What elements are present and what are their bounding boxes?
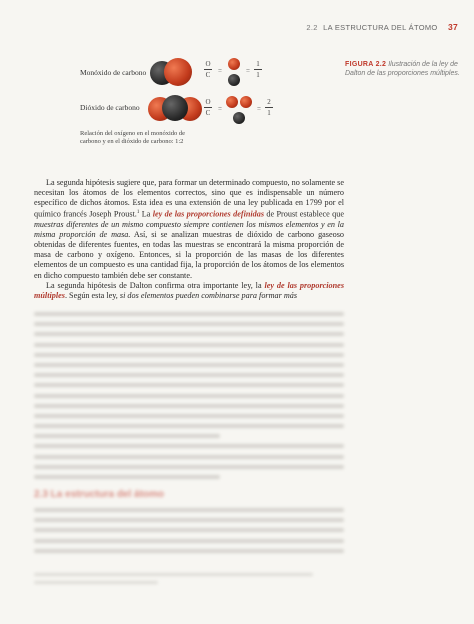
oxygen-atom	[228, 58, 240, 70]
header-section-number: 2.2	[306, 23, 318, 32]
section-heading-blurred: 2.3 La estructura del átomo	[34, 489, 165, 500]
equals-sign: =	[218, 105, 222, 113]
monoxide-ratio-fraction: 1 1	[254, 60, 262, 79]
dioxide-molecule-diagram	[148, 95, 204, 125]
blurred-page-remainder	[34, 312, 344, 589]
oxygen-atom	[240, 96, 252, 108]
dioxide-ratio-atoms	[226, 96, 254, 126]
monoxide-label: Monóxido de carbono	[80, 68, 147, 77]
ratio-c-label: C	[205, 109, 211, 117]
equals-sign: =	[257, 105, 261, 113]
running-header	[306, 22, 458, 32]
ratio-o-label: O	[205, 98, 211, 106]
figure-caption-text: Ilustración de la ley de Dalton de las proporciones múltiples.	[345, 61, 460, 77]
monoxide-ratio-symbols	[204, 60, 212, 79]
dioxide-ratio-fraction: 2 1	[265, 98, 273, 117]
figure-label: FIGURA 2.2	[345, 61, 387, 68]
monoxide-molecule-diagram	[150, 56, 190, 88]
paragraph-multiple-proportions: La segunda hipótesis de Dalton confirma otra importante ley, la ley de las proporciones múltiples. Según esta ley, si dos elementos pueden combinarse para formar más	[34, 280, 345, 300]
ratio-c-label: C	[205, 71, 211, 79]
ratio-o-label: O	[205, 60, 211, 68]
body-text	[34, 178, 344, 301]
monoxide-ratio-atoms	[226, 58, 244, 86]
oxygen-relation-note: Relación del oxígeno en el monóxido de carbono y en el dióxido de carbono: 1:2	[80, 130, 186, 145]
dioxide-label: Dióxido de carbono	[80, 103, 140, 112]
header-title: LA ESTRUCTURA DEL ÁTOMO	[323, 23, 438, 32]
term-multiple-proportions: ley de las proporciones múltiples	[34, 280, 345, 300]
equals-sign: =	[246, 67, 250, 75]
oxygen-atom	[226, 96, 238, 108]
oxygen-atom	[164, 58, 192, 86]
footnote-marker: 1	[136, 210, 140, 216]
carbon-atom	[228, 74, 240, 86]
dioxide-ratio-symbols	[204, 98, 212, 117]
equals-sign: =	[218, 67, 222, 75]
figure-caption	[345, 60, 465, 78]
page-number: 37	[447, 22, 458, 32]
carbon-atom	[162, 95, 188, 121]
term-definite-proportions: ley de las proporciones definidas	[152, 210, 265, 220]
paragraph-definite-proportions: La segunda hipótesis sugiere que, para formar un determinado compuesto, no solamente se necesitan los átomos de los elementos correctos, sino que es indispensable un número específico de dichos átomos. Esta idea es una extensión de una ley publicada en 1799 por el químico francés Joseph Proust.$^1$ La ley de las proporciones definidas de Proust establece que muestras diferentes de un mismo compuesto siempre contienen los mismos elementos y en la misma proporción de masa. Así, si se analizan muestras de dióxido de carbono gaseoso obtenidas de diferentes fuentes, en todas las muestras se encontrará la misma proporción de masa de carbono y oxígeno. Entonces, si la proporción de las masas de los diferentes elementos de un compuesto es una cantidad fija, la proporción de los átomos de los elementos en dicho compuesto también debe ser constante.	[34, 178, 344, 280]
carbon-atom	[233, 112, 245, 124]
